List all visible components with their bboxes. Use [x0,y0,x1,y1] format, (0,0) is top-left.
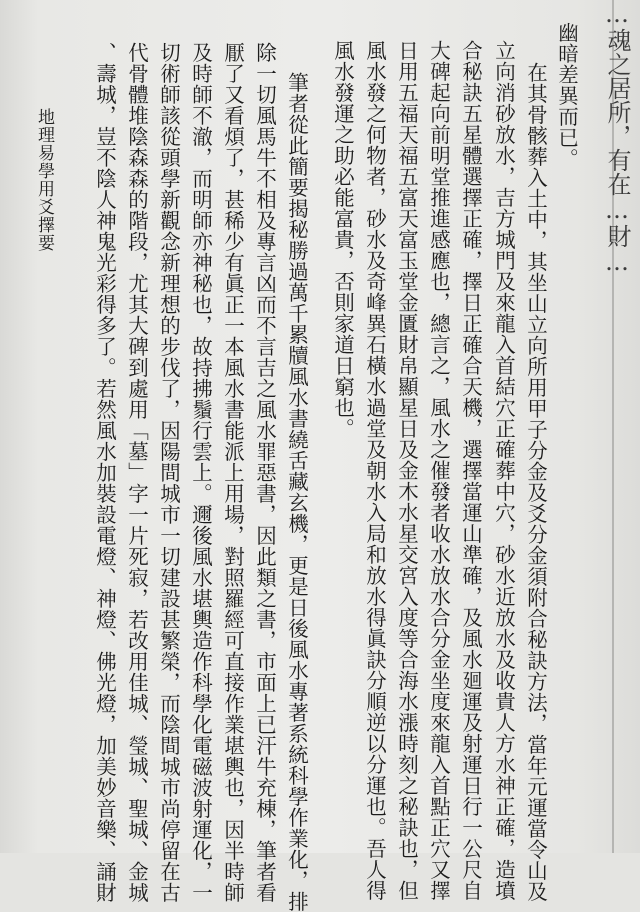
text-column-5: 大碑起向前明堂推進感應也，總言之，風水之催發者收水放水合分金坐度來龍入首點正穴又擇 [426,40,451,901]
adjacent-page-fragment: …魂之居所，有在…財… [603,0,631,276]
text-column-2: 在其骨骸葬入土中，其坐山立向所用甲子分金及爻分金須附合秘訣方法，當年元運當令山及 [523,62,548,902]
text-column-14: 代骨體堆陰森森的階段，尤其大碑到處用「墓」字一片死寂，若改用佳城、瑩城、聖城、金城 [124,42,149,903]
text-column-13: 切術師該從頭學新觀念新理想的步伐了，因陽間城市一切建設甚繁榮，而陰間城市尚停留在古 [156,42,181,903]
text-column-9: 筆者從此簡要揭秘勝過萬千累牘風水書繞舌藏玄機，更是日後風水專著系統科學作業化，排 [284,72,309,912]
text-column-3: 立向消砂放水，吉方城門及來龍入首結穴正確葬中穴，砂水近放水及收貴人方水神正確，造墳 [491,40,516,901]
running-footer: 地理易學用爻擇要 [34,108,54,252]
text-column-1: 幽暗差異而已。 [554,22,579,169]
text-column-7: 風水發之何物者，砂水及奇峰異石橫水過堂及朝水入局和放水得眞訣分順逆以分運也。吾人得 [362,40,387,901]
text-column-15: 、壽城，豈不陰人神鬼光彩得多了。若然風水加裝設電燈、神燈、佛光燈，加美妙音樂、誦財 [92,42,117,903]
text-column-10: 除一切風馬牛不相及專言凶而不言吉之風水罪惡書，因此類之書，市面上已汗牛充棟，筆者看 [252,42,277,903]
text-column-12: 及時師不澈，而明師亦神秘也，故持拂鬚行雲上。邇後風水堪輿造作科學化電磁波射運化，一 [188,42,213,903]
text-column-8: 風水發運之助必能富貴，否則家道日窮也。 [330,40,355,439]
text-column-11: 厭了又看煩了，甚稀少有眞正一本風水書能派上用場，對照羅經可直接作業堪輿也，因半時師 [220,42,245,903]
text-column-4: 合秘訣五星體選擇正確，擇日正確合天機，選擇當運山準確，及風水廻運及射運日行一公尺自 [458,40,483,901]
text-column-6: 日用五福天福五富天富玉堂金匱財帛顯星日及金木水星交宮入度等合海水漲時刻之秘訣也，但 [394,40,419,901]
